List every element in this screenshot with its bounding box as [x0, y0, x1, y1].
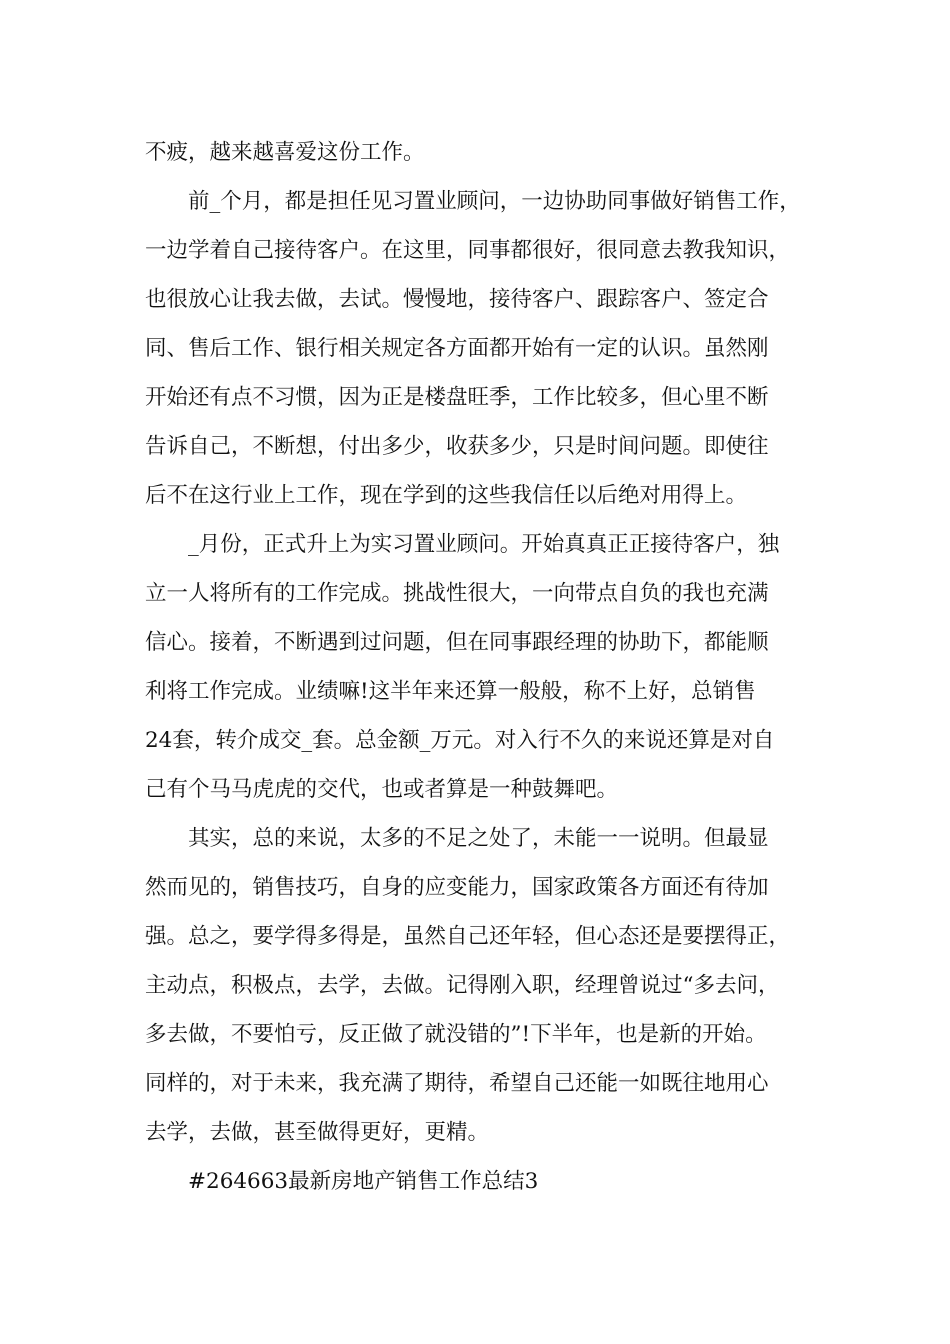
text-line: 多去做，不要怕亏，反正做了就没错的”!下半年，也是新的开始。: [145, 1022, 767, 1047]
document-body: [145, 128, 815, 1206]
paragraph-start-line: _月份，正式升上为实习置业顾问。开始真真正正接待客户，独: [188, 532, 780, 557]
paragraph-start-line: 前_个月，都是担任见习置业顾问，一边协助同事做好销售工作，: [188, 189, 801, 214]
text-line: 24套，转介成交_套。总金额_万元。对入行不久的来说还算是对自: [145, 728, 775, 753]
text-line: 后不在这行业上工作，现在学到的这些我信任以后绝对用得上。: [145, 483, 748, 508]
text-line: 开始还有点不习惯，因为正是楼盘旺季，工作比较多，但心里不断: [145, 385, 769, 410]
text-line: 告诉自己，不断想，付出多少，收获多少，只是时间问题。即使往: [145, 434, 769, 459]
text-line: 强。总之，要学得多得是，虽然自己还年轻，但心态还是要摆得正，: [145, 924, 791, 949]
section-heading-line: #264663最新房地产销售工作总结3: [188, 1169, 539, 1194]
text-line: 也很放心让我去做，去试。慢慢地，接待客户、跟踪客户、签定合: [145, 287, 769, 312]
text-line: 然而见的，销售技巧，自身的应变能力，国家政策各方面还有待加: [145, 875, 769, 900]
text-line: 不疲，越来越喜爱这份工作。: [145, 140, 425, 165]
text-line: 去学，去做，甚至做得更好，更精。: [145, 1120, 490, 1145]
text-line: 主动点，积极点，去学，去做。记得刚入职，经理曾说过“多去问，: [145, 973, 780, 998]
text-line: 己有个马马虎虎的交代，也或者算是一种鼓舞吧。: [145, 777, 619, 802]
paragraph-start-line: 其实，总的来说，太多的不足之处了，未能一一说明。但最显: [188, 826, 769, 851]
text-line: 立一人将所有的工作完成。挑战性很大，一向带点自负的我也充满: [145, 581, 769, 606]
text-line: 一边学着自己接待客户。在这里，同事都很好，很同意去教我知识，: [145, 238, 791, 263]
text-line: 同、售后工作、银行相关规定各方面都开始有一定的认识。虽然刚: [145, 336, 769, 361]
text-line: 同样的，对于未来，我充满了期待，希望自己还能一如既往地用心: [145, 1071, 769, 1096]
text-line: 利将工作完成。业绩嘛!这半年来还算一般般，称不上好，总销售: [145, 679, 756, 704]
text-line: 信心。接着，不断遇到过问题，但在同事跟经理的协助下，都能顺: [145, 630, 769, 655]
